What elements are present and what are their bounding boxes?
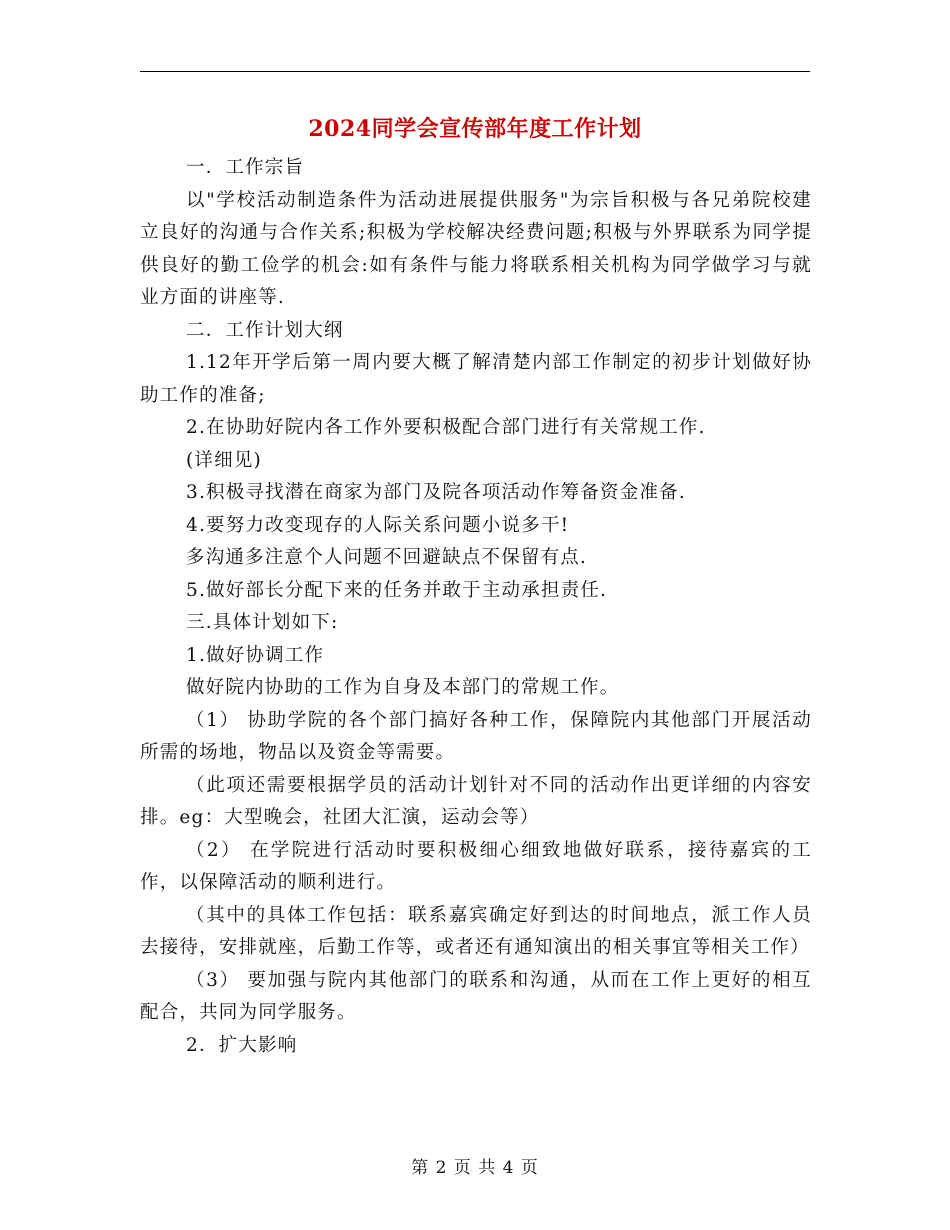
outline-item-2-note: (详细见) [186, 449, 262, 471]
page-footer: 第 2 页 共 4 页 [411, 1158, 539, 1178]
plan-subheading-coordination: 1.做好协调工作 [186, 644, 325, 666]
section-heading-plan: 三.具体计划如下: [186, 612, 339, 633]
document-title: 2024同学会宣传部年度工作计划 [308, 116, 642, 142]
plan-paragraph: 做好院内协助的工作为自身及本部门的常规工作。 [186, 677, 620, 698]
outline-item-4-note: 多沟通多注意个人问题不回避缺点不保留有点. [186, 547, 588, 568]
plan-item-1-note: （此项还需要根据学员的活动计划针对不同的活动作出更详细的内容安排。eg：大型晚会，社团大汇演，运动会等） [140, 774, 812, 828]
plan-item-3: （3） 要加强与院内其他部门的联系和沟通，从而在工作上更好的相互配合，共同为同学服务。 [140, 969, 812, 1023]
plan-item-2-note: （其中的具体工作包括：联系嘉宾确定好到达的时间地点，派工作人员去接待，安排就座，后勤工作等，或者还有通知演出的相关事宜等相关工作） [140, 904, 812, 958]
paragraph-purpose: 以"学校活动制造条件为活动进展提供服务"为宗旨积极与各兄弟院校建立良好的沟通与合作关系;积极为学校解决经费问题;积极与外界联系为同学提供良好的勤工俭学的机会:如有条件与能力将联系相关机构为同学做学习与就业方面的讲座等. [140, 189, 812, 308]
header-rule [140, 71, 810, 72]
plan-item-1: （1） 协助学院的各个部门搞好各种工作，保障院内其他部门开展活动所需的场地，物品以及资金等需要。 [140, 709, 812, 763]
plan-item-2: （2） 在学院进行活动时要积极细心细致地做好联系，接待嘉宾的工作，以保障活动的顺利进行。 [140, 839, 812, 893]
section-heading-outline: 二．工作计划大纲 [186, 319, 344, 341]
outline-item-3: 3.积极寻找潜在商家为部门及院各项活动作筹备资金准备. [186, 482, 686, 503]
outline-item-2: 2.在协助好院内各工作外要积极配合部门进行有关常规工作. [186, 417, 706, 438]
outline-item-1: 1.12年开学后第一周内要大概了解清楚内部工作制定的初步计划做好协助工作的准备; [140, 352, 812, 406]
outline-item-4: 4.要努力改变现存的人际关系问题小说多干! [186, 514, 570, 536]
plan-subheading-influence: 2．扩大影响 [186, 1034, 298, 1056]
outline-item-5: 5.做好部长分配下来的任务并敢于主动承担责任. [186, 579, 608, 601]
section-heading-purpose: 一．工作宗旨 [186, 157, 305, 178]
document-body [140, 152, 812, 1062]
